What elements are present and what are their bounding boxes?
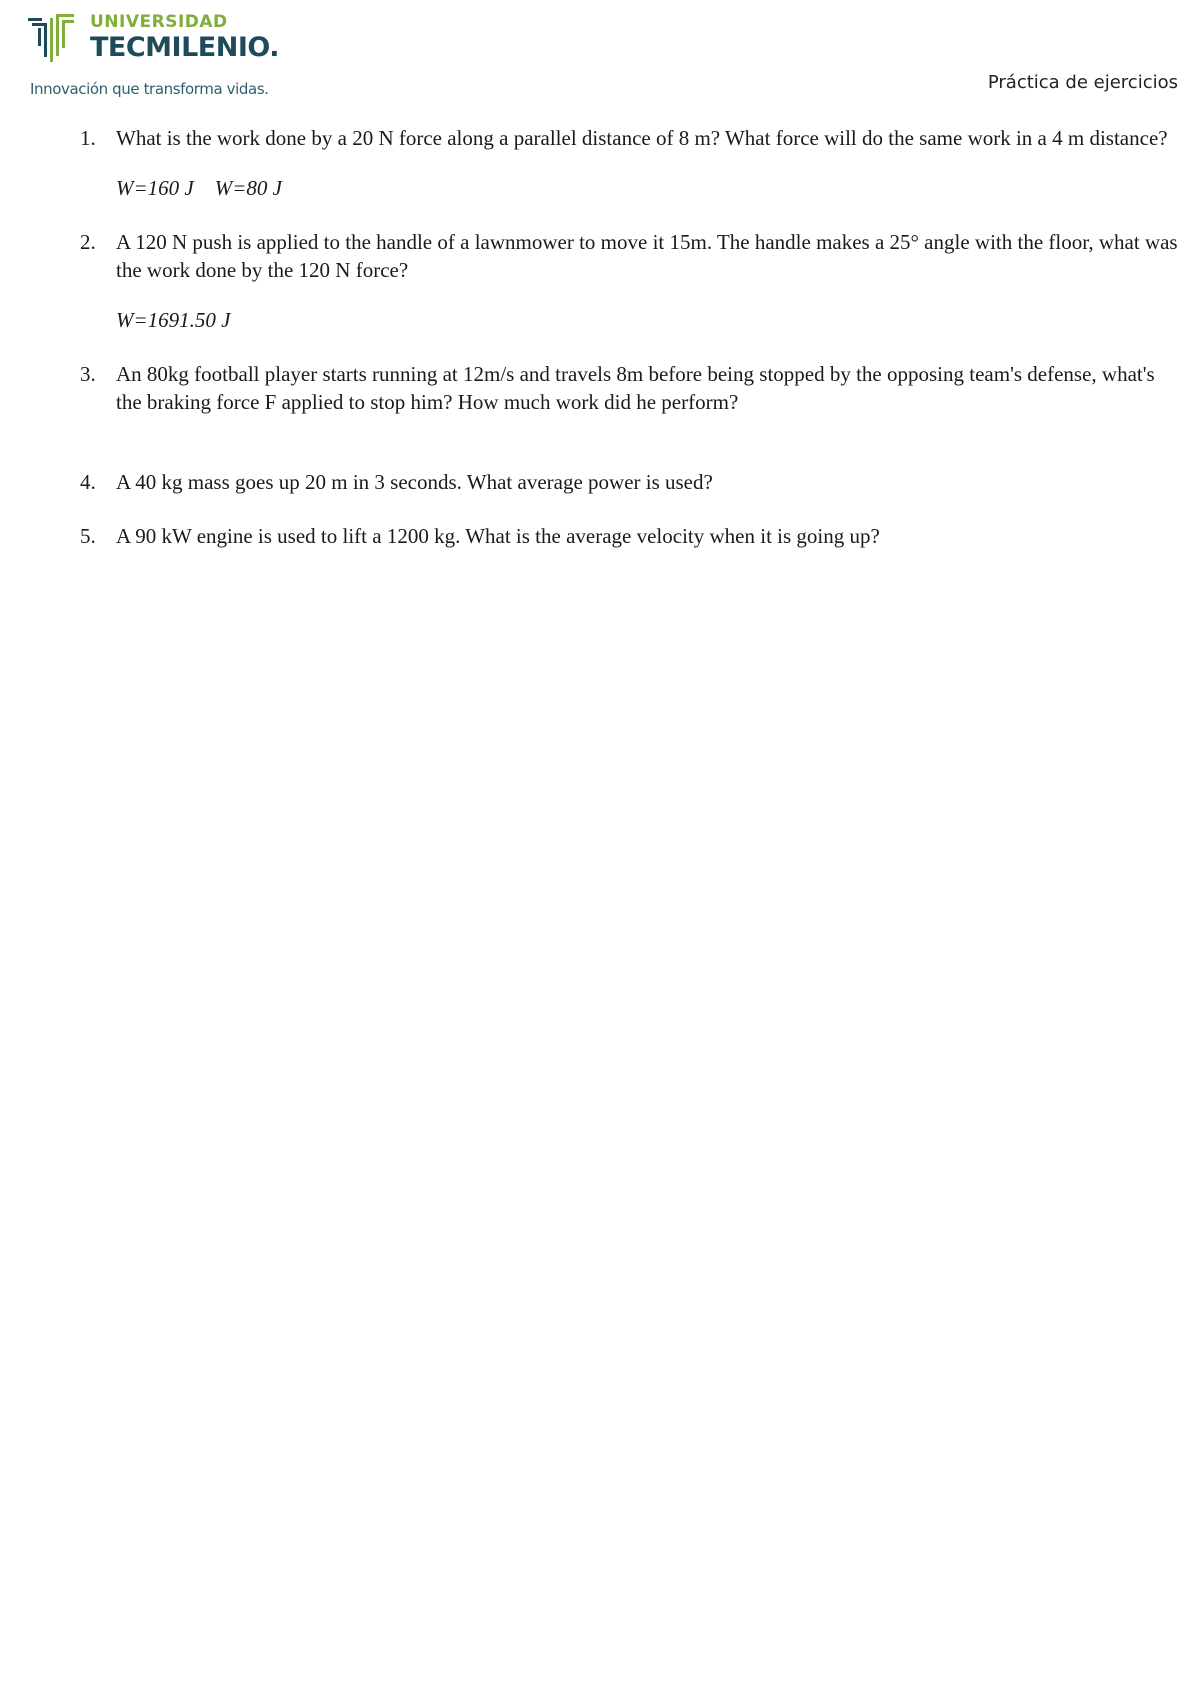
university-logo (28, 10, 318, 105)
logo-mark-icon (28, 14, 80, 64)
exercise-list (68, 124, 1178, 550)
exercise-item-2 (68, 228, 1178, 284)
logo-tagline: Innovación que transforma vidas. (30, 80, 269, 98)
exercise-number: 5. (80, 524, 96, 548)
exercise-text: A 40 kg mass goes up 20 m in 3 seconds. What average power is used? (116, 470, 713, 494)
logo-main-text: TECMILENIO. (90, 32, 279, 63)
exercise-answer: W=160 J W=80 J (116, 176, 282, 200)
page-title: Práctica de ejercicios (987, 72, 1178, 93)
exercise-number: 1. (80, 126, 96, 150)
exercise-text: A 90 kW engine is used to lift a 1200 kg. What is the average velocity when it is going up? (116, 524, 880, 548)
exercise-number: 4. (80, 470, 96, 494)
exercise-item-1 (68, 124, 1178, 152)
exercise-number: 2. (80, 230, 96, 254)
exercise-text: A 120 N push is applied to the handle of a lawnmower to move it 15m. The handle makes a 25° angle with the floor, what was the work done by the 120 N force? (116, 230, 1178, 282)
exercise-answer: W=1691.50 J (116, 308, 231, 332)
exercise-number: 3. (80, 362, 96, 386)
exercise-item-5 (68, 522, 1178, 550)
exercise-text: What is the work done by a 20 N force along a parallel distance of 8 m? What force will do the same work in a 4 m distance? (116, 126, 1168, 150)
logo-top-text: UNIVERSIDAD (90, 12, 228, 32)
exercise-item-4 (68, 468, 1178, 496)
exercise-item-3 (68, 360, 1178, 416)
exercise-text: An 80kg football player starts running at 12m/s and travels 8m before being stopped by the opposing team's defense, what's the braking force F applied to stop him? How much work did he perform? (116, 362, 1155, 414)
